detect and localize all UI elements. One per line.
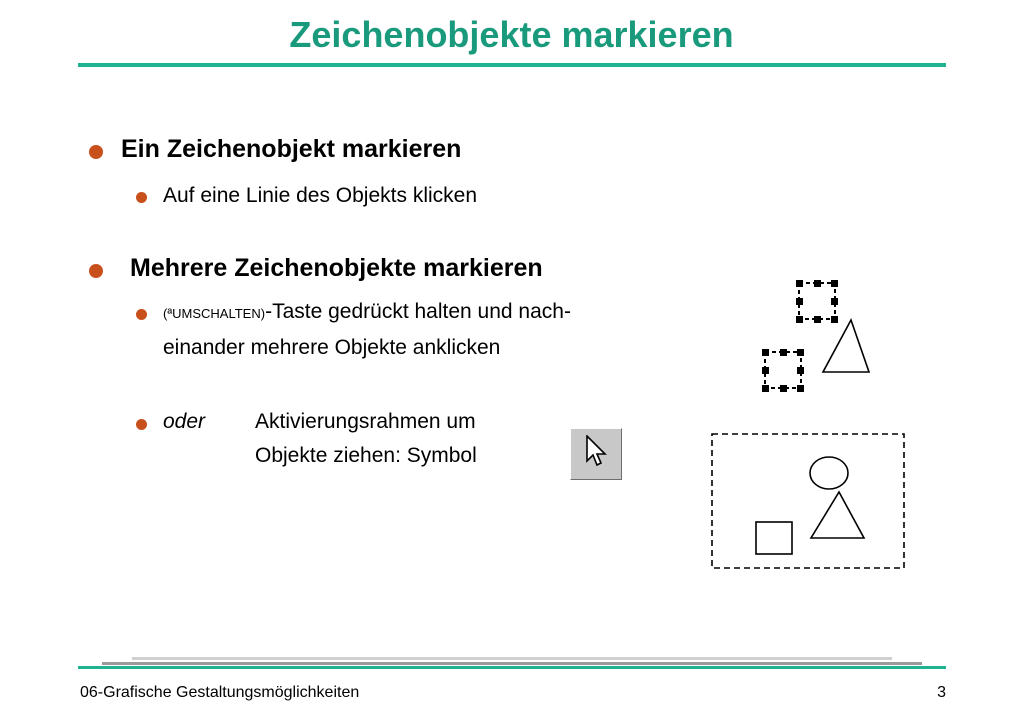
circle-shape: [810, 457, 848, 489]
sub-bullet-dot: [136, 309, 147, 320]
key-suffix: ): [260, 306, 266, 321]
heading-single-select: Ein Zeichenobjekt markieren: [121, 135, 462, 163]
marquee-rectangle: [712, 434, 904, 568]
square-shape: [756, 522, 792, 554]
selected-square-top: [799, 283, 835, 319]
selection-handles-top: [796, 280, 838, 323]
triangle-shape: [823, 320, 869, 372]
page-number: 3: [937, 684, 946, 701]
text-shift-key-line1: [163, 300, 571, 324]
marquee-selection-illustration: [708, 430, 908, 572]
footer-rule-gray: [102, 662, 922, 665]
text-oder: oder: [163, 410, 206, 433]
key-prefix: (ª: [163, 306, 173, 321]
select-objects-button[interactable]: [570, 428, 622, 480]
text-shift-key-line2: einander mehrere Objekte anklicken: [163, 336, 501, 359]
key-name-umschalten: UMSCHALTEN: [172, 306, 261, 321]
triangle-shape: [811, 492, 864, 538]
footer-rule-light: [132, 657, 892, 660]
slide-title: Zeichenobjekte markieren: [289, 14, 734, 55]
footer-rule-green: [78, 666, 946, 669]
footer-course-title: 06-Grafische Gestaltungsmöglichkeiten: [80, 684, 360, 701]
bullet-dot: [89, 145, 103, 159]
selected-square-bottom: [765, 352, 801, 388]
text-marquee-line1: Aktivierungsrahmen um: [255, 410, 476, 433]
title-rule: [78, 63, 946, 67]
heading-multi-select: Mehrere Zeichenobjekte markieren: [130, 254, 543, 282]
sub-bullet-dot: [136, 192, 147, 203]
select-arrow-icon: [586, 435, 608, 471]
sub-bullet-dot: [136, 419, 147, 430]
selected-objects-illustration: [755, 278, 885, 398]
text-click-line: Auf eine Linie des Objekts klicken: [163, 184, 478, 207]
selection-handles-bottom: [762, 349, 804, 392]
shift-key-text: -Taste gedrückt halten und nach-: [265, 300, 571, 323]
text-marquee-line2: Objekte ziehen: Symbol: [255, 444, 477, 467]
bullet-dot: [89, 264, 103, 278]
